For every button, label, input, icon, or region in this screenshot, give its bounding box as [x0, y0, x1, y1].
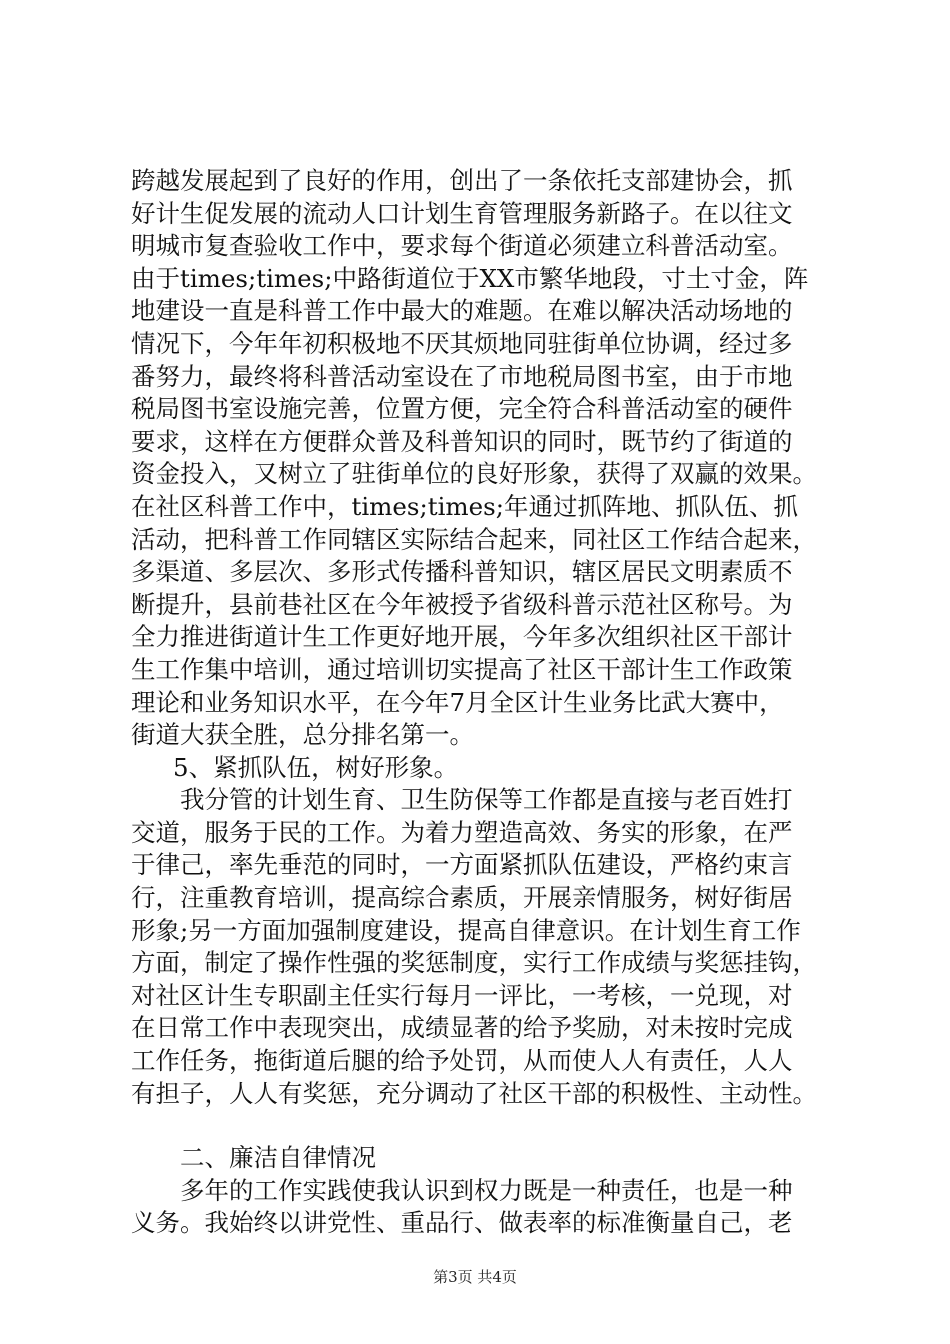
- text-line: 断提升，县前巷社区在今年被授予省级科普示范社区称号。为: [131, 589, 793, 619]
- text-line: 番努力，最终将科普活动室设在了市地税局图书室，由于市地: [131, 361, 793, 391]
- text-line: 活动，把科普工作同辖区实际结合起来，同社区工作结合起来，: [131, 524, 817, 554]
- text-line: 情况下，今年年初积极地不厌其烦地同驻街单位协调，经过多: [131, 328, 793, 358]
- text-line: 行，注重教育培训，提高综合素质，开展亲情服务，树好街居: [131, 883, 793, 913]
- text-line: 街道大获全胜，总分排名第一。: [131, 720, 474, 750]
- page-number-footer: 第3页 共4页: [433, 1268, 517, 1286]
- text-line: 资金投入，又树立了驻街单位的良好形象，获得了双赢的效果。: [131, 459, 817, 489]
- text-line: 理论和业务知识水平，在今年7月全区计生业务比武大赛中，: [131, 687, 784, 717]
- text-line: 方面，制定了操作性强的奖惩制度，实行工作成绩与奖惩挂钩，: [131, 948, 817, 978]
- paragraph-integrity: [131, 1175, 831, 1240]
- document-body: [131, 165, 831, 1240]
- text-line: 税局图书室设施完善，位置方便，完全符合科普活动室的硬件: [131, 394, 793, 424]
- text-line: 要求，这样在方便群众普及科普知识的同时，既节约了街道的: [131, 426, 793, 456]
- heading-text: 5、紧抓队伍，树好形象。: [173, 752, 459, 782]
- text-line: 在日常工作中表现突出，成绩显著的给予奖励，对未按时完成: [131, 1013, 793, 1043]
- text-line: 工作任务，拖街道后腿的给予处罚，从而使人人有责任，人人: [131, 1046, 793, 1076]
- text-line: 于律己，率先垂范的同时，一方面紧抓队伍建设，严格约束言: [131, 850, 793, 880]
- section-heading-5: [131, 752, 831, 785]
- text-line: 全力推进街道计生工作更好地开展，今年多次组织社区干部计: [131, 622, 793, 652]
- text-line: 交道，服务于民的工作。为着力塑造高效、务实的形象，在严: [131, 817, 793, 847]
- text-line: 明城市复查验收工作中，要求每个街道必须建立科普活动室。: [131, 231, 793, 261]
- blank-line: [131, 1110, 831, 1142]
- text-line: 地建设一直是科普工作中最大的难题。在难以解决活动场地的: [131, 296, 793, 326]
- section-heading-2: [131, 1142, 831, 1175]
- text-line: 义务。我始终以讲党性、重品行、做表率的标准衡量自己，老: [131, 1208, 793, 1238]
- text-line: 跨越发展起到了良好的作用，创出了一条依托支部建协会，抓: [131, 166, 793, 195]
- text-line: 多年的工作实践使我认识到权力既是一种责任，也是一种: [180, 1175, 793, 1205]
- heading-text: 二、廉洁自律情况: [180, 1143, 376, 1173]
- text-line: 生工作集中培训，通过培训切实提高了社区干部计生工作政策: [131, 654, 793, 684]
- text-line: 在社区科普工作中，times;times;年通过抓阵地、抓队伍、抓: [131, 491, 798, 521]
- paragraph-team-building: [131, 784, 831, 1110]
- text-line: 形象;另一方面加强制度建设，提高自律意识。在计划生育工作: [131, 915, 801, 945]
- text-line: 多渠道、多层次、多形式传播科普知识，辖区居民文明素质不: [131, 557, 793, 587]
- text-line: 好计生促发展的流动人口计划生育管理服务新路子。在以往文: [131, 198, 793, 228]
- text-line: 我分管的计划生育、卫生防保等工作都是直接与老百姓打: [180, 785, 793, 815]
- text-line: 对社区计生专职副主任实行每月一评比，一考核，一兑现，对: [131, 980, 793, 1010]
- text-line: 有担子，人人有奖惩，充分调动了社区干部的积极性、主动性。: [131, 1078, 817, 1108]
- text-line: 由于times;times;中路街道位于XX市繁华地段，寸土寸金，阵: [131, 263, 809, 293]
- paragraph-community-science: [131, 165, 831, 752]
